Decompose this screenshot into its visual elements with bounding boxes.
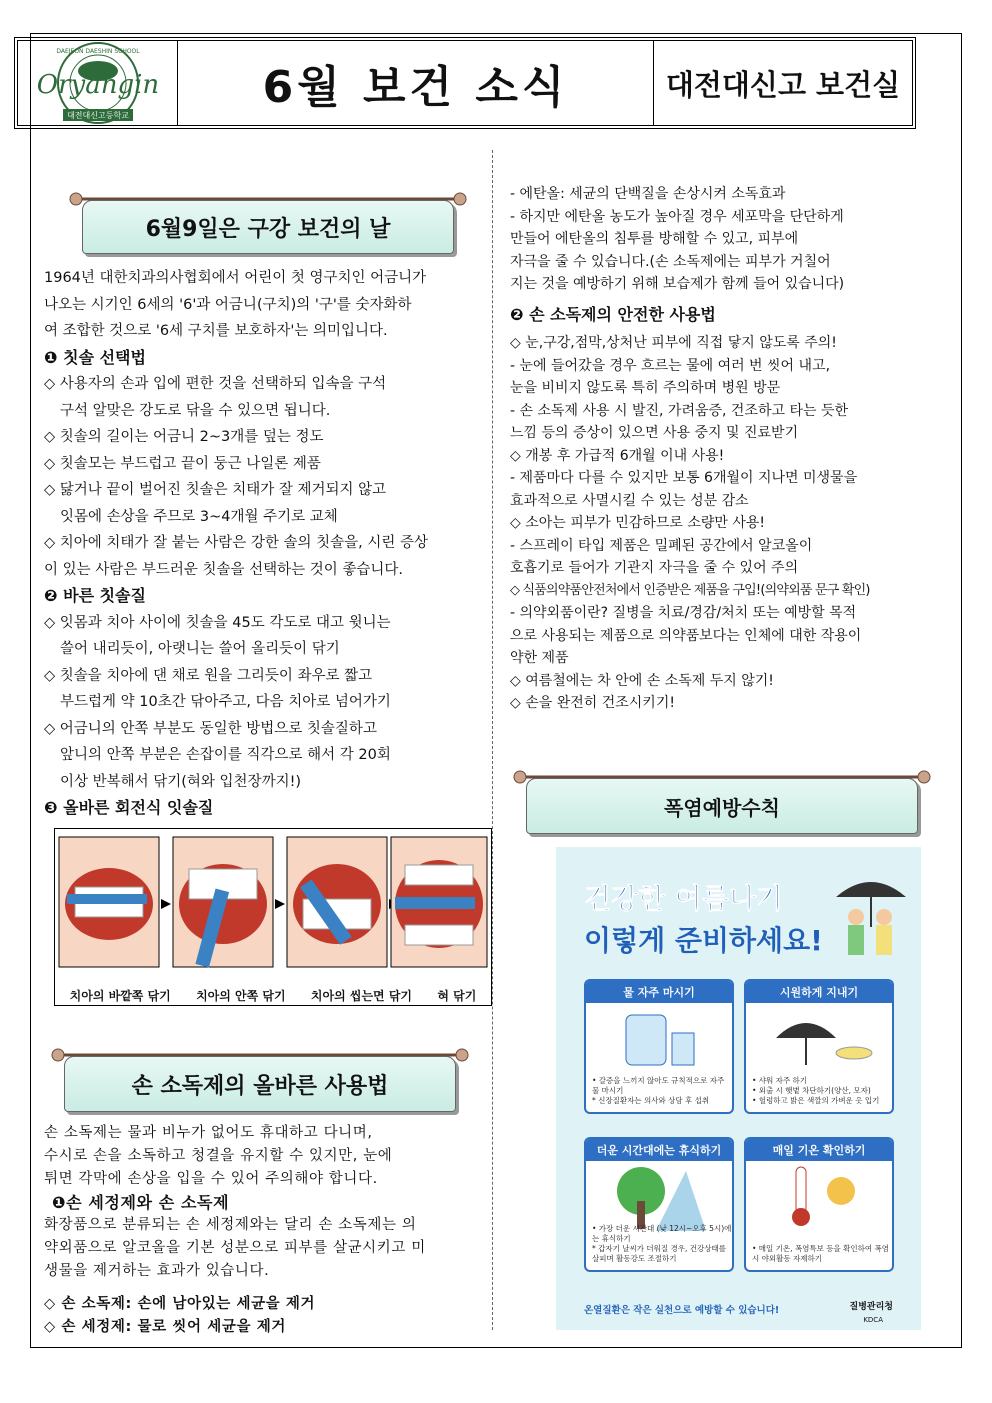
step-label: 치아의 안쪽 닦기 <box>196 989 286 1003</box>
umbrella-hat-icon <box>746 1003 892 1073</box>
card-title: 더운 시간대에는 휴식하기 <box>586 1139 732 1161</box>
list-item: 구석 알맞은 강도로 닦을 수 있으면 됩니다. <box>60 402 331 419</box>
body-line: - 하지만 에탄올 농도가 높아질 경우 세포막을 단단하게 <box>510 208 844 225</box>
agency-name-en: KDCA <box>863 1316 883 1324</box>
brushing-steps-image <box>55 829 491 979</box>
hand-sanitizer-section <box>44 1122 484 1339</box>
poster-headline-1: 건강한 여름나기 <box>584 882 784 915</box>
list-item: ◇ 칫솔의 길이는 어금니 2~3개를 덮는 정도 <box>44 429 324 445</box>
list-item: 잇몸에 손상을 주므로 3~4개월 주기로 교체 <box>60 508 338 525</box>
newsletter-title: 6월 보건 소식 <box>178 41 654 125</box>
list-item: - 눈에 들어갔을 경우 흐르는 물에 여러 번 씻어 내고, <box>510 357 831 374</box>
card-check-temperature <box>744 1137 894 1272</box>
list-item: 으로 사용되는 제품으로 의약품보다는 인체에 대한 작용이 <box>510 627 862 644</box>
list-item: ◇ 눈,구강,점막,상처난 피부에 직접 닿지 않도록 주의! <box>510 335 837 351</box>
intro-line: 손 소독제는 물과 비누가 없어도 휴대하고 다니며, <box>44 1125 373 1141</box>
list-item: ◇ 손 소독제: 손에 남아있는 세균을 제거 <box>44 1296 316 1312</box>
intro-line: 튀면 각막에 손상을 입을 수 있어 주의해야 합니다. <box>44 1171 378 1187</box>
list-item: 앞니의 안쪽 부분은 손잡이를 직각으로 해서 각 20회 <box>60 747 391 763</box>
list-item: 이상 반복해서 닦기(혀와 입천장까지!) <box>60 773 302 790</box>
banner-title: 손 소독제의 올바른 사용법 <box>64 1056 456 1112</box>
list-item: - 스프레이 타입 제품은 밀폐된 공간에서 알코올이 <box>510 537 813 554</box>
step-label: 혀 닦기 <box>437 989 477 1003</box>
card-text: • 매일 기온, 폭염특보 등을 확인하여 폭염 시 야외활동 자제하기 <box>752 1244 890 1263</box>
poster-footer: 온열질환은 작은 실천으로 예방할 수 있습니다! <box>584 1305 780 1316</box>
list-item: 이 있는 사람은 부드러운 칫솔을 선택하는 것이 좋습니다. <box>44 561 404 578</box>
thermometer-icon <box>746 1161 892 1231</box>
header <box>14 37 916 129</box>
intro-line: 1964년 대한치과의사협회에서 어린이 첫 영구치인 어금니가 <box>44 270 427 286</box>
column-divider <box>492 150 493 1330</box>
sanitizer-safety-section <box>510 183 940 715</box>
list-item: 쓸어 내리듯이, 아랫니는 쓸어 올리듯이 닦기 <box>60 641 340 657</box>
department-name: 대전대신고 보건실 <box>665 67 901 102</box>
section-title: ❷ 손 소독제의 안전한 사용법 <box>510 304 716 324</box>
intro-line: 여 조합한 것으로 '6세 구치를 보호하자'는 의미입니다. <box>44 323 388 339</box>
list-item: ◇ 소아는 피부가 민감하므로 소량만 사용! <box>510 515 766 531</box>
body-line: 지는 것을 예방하기 위해 보습제가 함께 들어 있습니다) <box>510 276 845 292</box>
card-drink-water <box>584 979 734 1114</box>
banner-hand-sanitizer <box>50 1048 470 1112</box>
body-line: 화장품으로 분류되는 손 세정제와는 달리 손 소독제는 의 <box>44 1217 417 1233</box>
list-item: ◇ 여름철에는 차 안에 손 소독제 두지 않기! <box>510 672 774 689</box>
list-item: ◇ 닳거나 끝이 벌어진 칫솔은 치태가 잘 제거되지 않고 <box>44 482 387 498</box>
step-label: 치아의 씹는면 닦기 <box>310 989 413 1003</box>
card-title: 물 자주 마시기 <box>586 981 732 1003</box>
card-rest-hot-hours <box>584 1137 734 1272</box>
card-title: 매일 기온 확인하기 <box>746 1139 892 1161</box>
body-line: 생물을 제거하는 효과가 있습니다. <box>44 1263 270 1279</box>
oral-health-section <box>44 265 484 822</box>
section-title: ❶손 세정제와 손 소독제 <box>52 1193 230 1212</box>
list-item: ◇ 손 세정제: 물로 씻어 세균을 제거 <box>44 1319 286 1335</box>
list-item: 효과적으로 사멸시킬 수 있는 성분 감소 <box>510 492 749 509</box>
intro-line: 수시로 손을 소독하고 청결을 유지할 수 있지만, 눈에 <box>44 1148 393 1164</box>
logo-top-text: DAEJEON DAESHIN SCHOOL <box>55 48 140 55</box>
list-item: - 손 소독제 사용 시 발진, 가려움증, 건조하고 타는 듯한 <box>510 402 849 419</box>
card-text: • 가장 더운 시간대 (낮 12시~오후 5시)에는 휴식하기 * 갑자기 날씨가 더워질 경우, 건강상태를 살피며 활동강도 조절하기 <box>592 1224 732 1263</box>
poster-headline-2: 이렇게 준비하세요! <box>584 924 823 957</box>
body-line: 약외품으로 알코올을 기본 성분으로 피부를 살균시키고 미 <box>44 1240 426 1256</box>
banner-heatwave <box>512 770 932 834</box>
list-item: ◇ 잇몸과 치아 사이에 칫솔을 45도 각도로 대고 윗니는 <box>44 614 391 631</box>
body-line: - 에탄올: 세균의 단백질을 손상시켜 소독효과 <box>510 186 786 202</box>
list-item: ◇ 사용자의 손과 입에 편한 것을 선택하되 입속을 구석 <box>44 376 387 392</box>
water-pitcher-icon <box>586 1003 732 1073</box>
list-item: ◇ 식품의약품안전처에서 인증받은 제품을 구입!(의약외품 문구 확인) <box>510 582 870 598</box>
card-stay-cool <box>744 979 894 1114</box>
school-logo <box>18 41 178 125</box>
body-line: 만들어 에탄올의 침투를 방해할 수 있고, 피부에 <box>510 231 799 247</box>
intro-line: 나오는 시기인 6세의 '6'과 어금니(구치)의 '구'를 숫자화하 <box>44 296 412 313</box>
section-title: ❸ 올바른 회전식 잇솔질 <box>44 798 214 817</box>
list-item: - 제품마다 다를 수 있지만 보통 6개월이 지나면 미생물을 <box>510 470 858 486</box>
list-item: ◇ 어금니의 안쪽 부분도 동일한 방법으로 칫솔질하고 <box>44 720 377 737</box>
step-label: 치아의 바깥쪽 닦기 <box>69 989 171 1003</box>
body-line: 자극을 줄 수 있습니다.(손 소독제에는 피부가 거칠어 <box>510 253 831 270</box>
banner-oral-health <box>68 192 468 254</box>
card-title: 시원하게 지내기 <box>746 981 892 1003</box>
heatwave-poster <box>556 847 921 1330</box>
list-item: ◇ 손을 완전히 건조시키기! <box>510 695 675 711</box>
list-item: 약한 제품 <box>510 650 569 666</box>
list-item: ◇ 칫솔을 치아에 댄 채로 원을 그리듯이 좌우로 짧고 <box>44 667 373 684</box>
umbrella-people-icon <box>826 867 916 967</box>
list-item: 느낌 등의 증상이 있으면 사용 중지 및 진료받기 <box>510 425 799 441</box>
agency-name: 질병관리청 <box>849 1302 893 1312</box>
banner-title: 폭염예방수칙 <box>526 778 918 834</box>
list-item: ◇ 개봉 후 가급적 6개월 이내 사용! <box>510 447 725 464</box>
card-text: • 샤워 자주 하기 • 외출 시 햇볕 차단하기(양산, 모자) • 헐렁하고 밝은 색깔의 가벼운 옷 입기 <box>752 1076 880 1105</box>
list-item: 호흡기로 들어가 기관지 자극을 줄 수 있어 주의 <box>510 560 799 576</box>
logo-bottom-text: 대전대신고등학교 <box>66 111 129 120</box>
brushing-illustration <box>54 828 492 1006</box>
banner-title: 6월9일은 구강 보건의 날 <box>82 200 454 254</box>
list-item: ◇ 치아에 치태가 잘 붙는 사람은 강한 솔의 칫솔을, 시린 증상 <box>44 535 429 551</box>
logo-wordmark: Oryangin <box>36 70 159 100</box>
list-item: 부드럽게 약 10초간 닦아주고, 다음 치아로 넘어가기 <box>60 694 391 710</box>
section-title: ❷ 바른 칫솔질 <box>44 586 146 605</box>
tree-shade-icon <box>586 1161 732 1231</box>
card-text: • 갈증을 느끼지 않아도 규칙적으로 자주 물 마시기 * 신장질환자는 의사와 상담 후 섭취 <box>592 1076 725 1105</box>
list-item: - 의약외품이란? 질병을 치료/경감/처치 또는 예방할 목적 <box>510 605 857 621</box>
list-item: ◇ 칫솔모는 부드럽고 끝이 둥근 나일론 제품 <box>44 455 321 472</box>
section-title: ❶ 칫솔 선택법 <box>44 347 146 367</box>
list-item: 눈을 비비지 않도록 특히 주의하며 병원 방문 <box>510 380 781 396</box>
